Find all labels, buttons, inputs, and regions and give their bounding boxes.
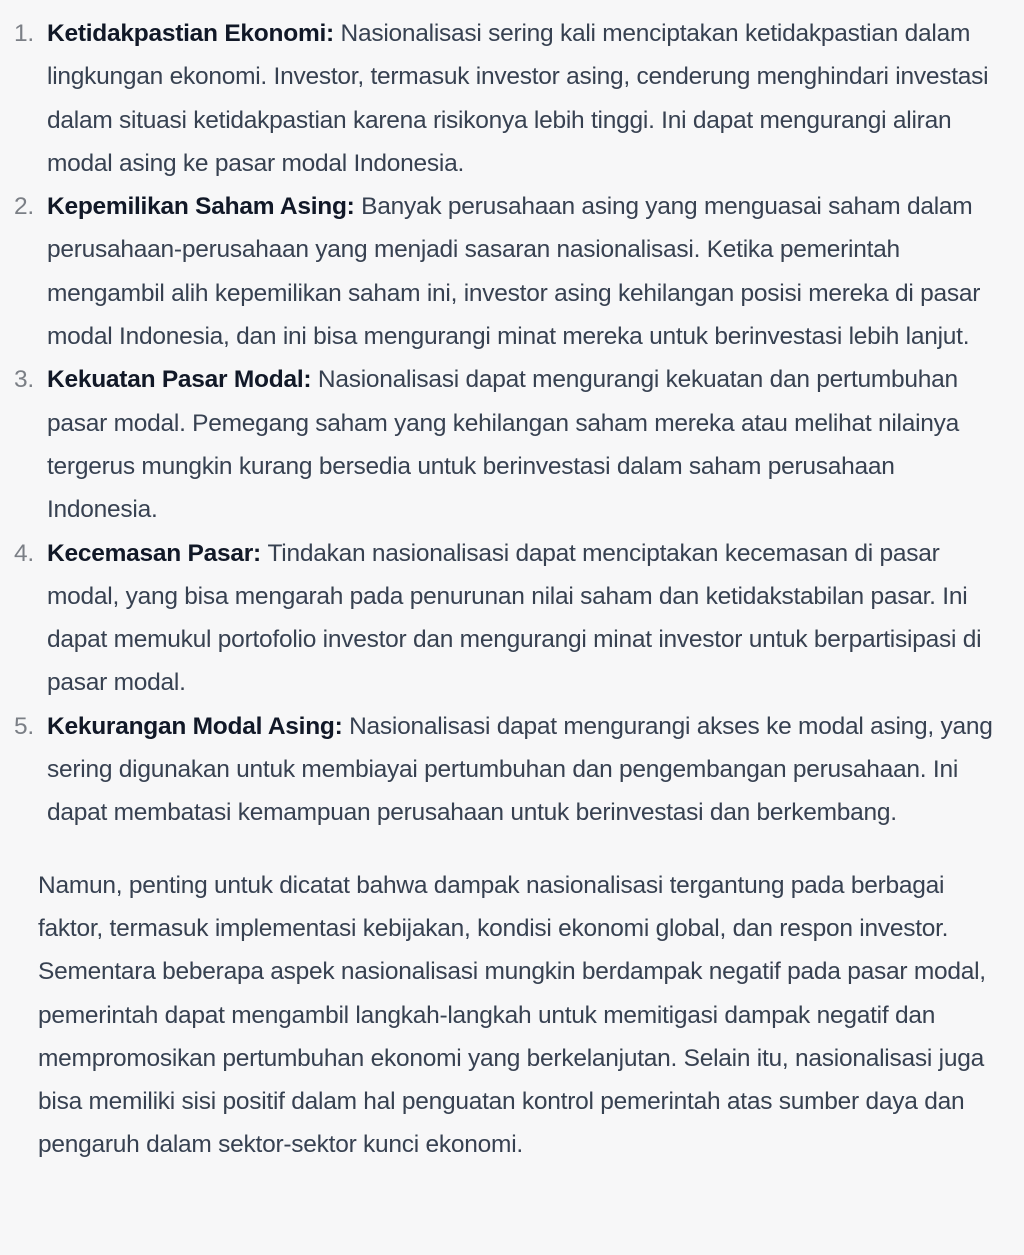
list-item-title: Kekuatan Pasar Modal: xyxy=(47,366,318,394)
list-item-title: Ketidakpastian Ekonomi: xyxy=(47,20,341,47)
list-item-text: Nasionalisasi sering kali menciptakan ketidakpastian dalam lingkungan ekonomi. Investor, termasuk investor asing, cenderung menghindari investasi dalam situasi ketidakpastian karena risikonya lebih tinggi. Ini dapat mengurangi aliran modal asing ke pasar modal Indonesia. xyxy=(47,20,989,177)
list-item-title: Kepemilikan Saham Asing: xyxy=(47,193,362,221)
numbered-list xyxy=(14,12,994,835)
list-item-title: Kecemasan Pasar: xyxy=(47,539,268,567)
closing-paragraph: Namun, penting untuk dicatat bahwa dampak nasionalisasi tergantung pada berbagai faktor, termasuk implementasi kebijakan, kondisi ekonomi global, dan respon investor. Sementara beberapa aspek nasionalisasi mungkin berdampak negatif pada pasar modal, pemerintah dapat mengambil langkah-langkah untuk memitigasi dampak negatif dan mempromosikan pertumbuhan ekonomi yang berkelanjutan. Selain itu, nasionalisasi juga bisa memiliki sisi positif dalam hal penguatan kontrol pemerintah atas sumber daya dan pengaruh dalam sektor-sektor kunci ekonomi. xyxy=(38,871,986,1159)
list-number: 2. xyxy=(14,193,34,221)
list-item xyxy=(14,185,994,358)
list-item xyxy=(14,532,994,705)
list-number: 1. xyxy=(14,20,34,47)
list-item-text: Tindakan nasionalisasi dapat menciptakan kecemasan di pasar modal, yang bisa mengarah pada penurunan nilai saham dan ketidakstabilan pasar. Ini dapat memukul portofolio investor dan mengurangi minat investor untuk berpartisipasi di pasar modal. xyxy=(47,539,982,697)
list-item xyxy=(14,705,994,835)
list-number: 3. xyxy=(14,366,34,394)
list-item-text: Nasionalisasi dapat mengurangi akses ke modal asing, yang sering digunakan untuk membiayai pertumbuhan dan pengembangan perusahaan. Ini dapat membatasi kemampuan perusahaan untuk berinvestasi dan berkembang. xyxy=(47,712,993,827)
list-number: 5. xyxy=(14,712,34,740)
list-item xyxy=(14,12,994,185)
list-item-text: Nasionalisasi dapat mengurangi kekuatan dan pertumbuhan pasar modal. Pemegang saham yang kehilangan saham mereka atau melihat nilainya tergerus mungkin kurang bersedia untuk berinvestasi dalam saham perusahaan Indonesia. xyxy=(47,366,960,524)
list-item-text: Banyak perusahaan asing yang menguasai saham dalam perusahaan-perusahaan yang menjadi sasaran nasionalisasi. Ketika pemerintah mengambil alih kepemilikan saham ini, investor asing kehilangan posisi mereka di pasar modal Indonesia, dan ini bisa mengurangi minat mereka untuk berinvestasi lebih lanjut. xyxy=(47,193,981,351)
list-item xyxy=(14,358,994,531)
list-number: 4. xyxy=(14,539,34,567)
list-item-title: Kekurangan Modal Asing: xyxy=(47,712,350,740)
